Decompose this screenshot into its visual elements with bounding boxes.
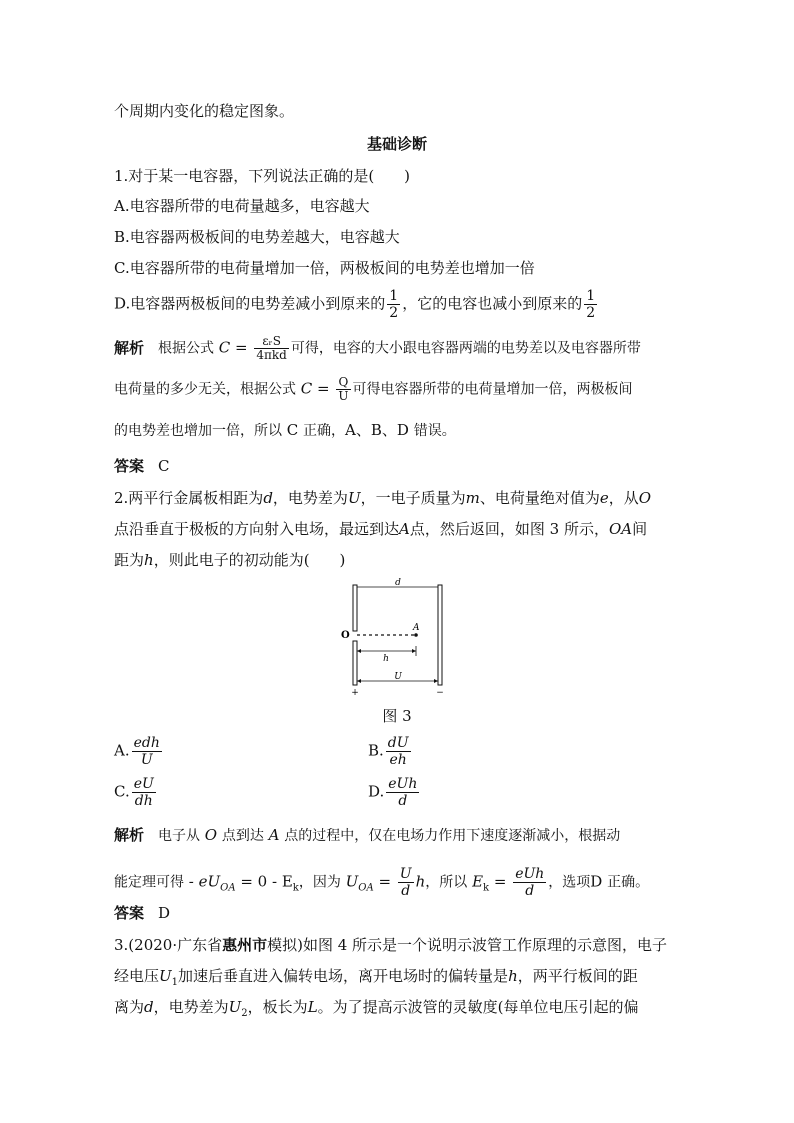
var-d: d [144, 998, 154, 1016]
u-arrow-right [434, 679, 438, 683]
q2-answer-value: D [158, 904, 171, 922]
u-arrow-left [357, 679, 361, 683]
subscript: OA [220, 882, 236, 894]
var-C: C [218, 338, 231, 357]
work-energy-rhs: = 0 - E [235, 872, 293, 891]
q1-stem: 1.对于某一电容器，下列说法正确的是( ) [114, 167, 411, 185]
analysis-text: 错误。 [413, 423, 456, 439]
figure-3-parallel-plates [338, 575, 456, 697]
fraction-numerator: eU [133, 776, 154, 792]
fraction-denominator: eh [389, 752, 407, 768]
analysis-text: ，所以 [425, 874, 468, 891]
fraction-denominator: U [338, 389, 349, 403]
var-h: h [415, 872, 426, 891]
fraction-denominator: d [401, 883, 411, 899]
fraction-denominator: 4πkd [256, 348, 287, 362]
q2-option-c [114, 776, 158, 809]
q2-analysis-line-2 [114, 866, 649, 899]
stem-text: 距为 [114, 551, 145, 569]
point-a-marker [414, 633, 418, 637]
analysis-text: 电子从 [158, 828, 201, 844]
option-d-ref: D [590, 872, 603, 891]
var-U2: U [228, 998, 242, 1016]
q1-option-d-text-2: ，它的电容也减小到原来的 [402, 294, 583, 313]
stem-text: 2.两平行金属板相距为 [114, 489, 264, 507]
left-plate-lower [353, 641, 357, 685]
fraction-denominator: d [525, 883, 535, 899]
var-A: A [399, 520, 410, 538]
q3-stem-line-3 [114, 997, 639, 1024]
stem-text: ，从 [608, 489, 639, 507]
subscript: 2 [241, 1008, 248, 1019]
analysis-text: 可得电容器所带的电荷量增加一倍，两极板间 [352, 381, 633, 398]
analysis-text: 正确， [303, 423, 346, 439]
fraction-denominator: d [398, 793, 408, 809]
q1-analysis-line-1 [114, 335, 641, 362]
stem-text: 间 [632, 520, 648, 538]
equals-sign: = [230, 338, 253, 357]
q2-option-a [114, 735, 164, 768]
option-prefix: D. [368, 782, 385, 801]
var-L: L [307, 998, 318, 1016]
subscript: OA [358, 882, 374, 894]
var-d: d [263, 489, 273, 507]
label-A: A [413, 623, 420, 633]
q2-answer-label: 答案 [114, 904, 145, 922]
intro-text: 个周期内变化的稳定图象。 [114, 102, 295, 120]
q1-answer [114, 456, 170, 476]
var-U: U [345, 872, 359, 891]
q1-half-fraction-1 [387, 288, 400, 321]
subscript: k [483, 882, 490, 894]
stem-text: ，电势差为 [272, 489, 348, 507]
capacitance-formula-fraction [254, 335, 288, 362]
q1-option-a: A.电容器所带的电荷量越多，电容越大 [114, 197, 370, 215]
label-h: h [383, 654, 389, 664]
fraction-denominator: dh [134, 793, 153, 809]
q2-option-b [368, 735, 413, 768]
right-plate [438, 585, 442, 685]
fraction-numerator: edh [133, 735, 160, 751]
label-minus: − [436, 688, 444, 697]
section-title: 基础诊断 [366, 135, 427, 153]
fraction-denominator: 2 [586, 305, 596, 321]
option-prefix: C. [114, 782, 130, 801]
var-E: E [472, 872, 484, 891]
stem-text: 模拟)如图 4 所示是一个说明示波管工作原理的示意图，电子 [267, 936, 668, 954]
label-O: O [341, 630, 350, 641]
q2-stem-line-2 [114, 519, 647, 539]
var-m: m [465, 489, 480, 507]
var-U: U [347, 489, 361, 507]
var-U1: U [159, 967, 172, 985]
analysis-text: ，选项 [548, 874, 591, 891]
stem-text: 离为 [114, 998, 145, 1016]
q1-answer-value: C [158, 457, 170, 475]
analysis-text: 点到达 [221, 828, 264, 844]
fraction-denominator: 2 [389, 305, 399, 321]
q-over-u-fraction [336, 376, 350, 403]
stem-text: 点，然后返回，如图 3 所示， [409, 520, 609, 538]
figure-3-caption: 图 3 [382, 707, 412, 725]
equals-sign: = [373, 872, 396, 891]
option-c-ref: C [286, 421, 299, 439]
analysis-text: 正确。 [607, 874, 650, 891]
q1-analysis-line-3 [114, 420, 456, 441]
fraction-numerator: eUh [515, 866, 545, 882]
var-e: e [599, 489, 609, 507]
analysis-text: 能定理可得 [114, 874, 184, 891]
var-O: O [638, 489, 652, 507]
stem-text: 经电压 [114, 967, 160, 985]
subscript: k [292, 882, 299, 894]
option-b-fraction [386, 735, 411, 768]
fraction-numerator: εᵣS [254, 335, 288, 349]
var-C: C [300, 379, 313, 398]
fraction-numerator: eUh [388, 776, 418, 792]
analysis-text: 电荷量的多少无关，根据公式 [114, 381, 296, 398]
h-arrow-right [412, 649, 416, 653]
var-O: O [204, 826, 218, 844]
var-h: h [508, 967, 518, 985]
h-arrow-left [357, 649, 361, 653]
u-over-d-fraction [398, 866, 414, 899]
q1-analysis-label: 解析 [114, 338, 145, 357]
option-d-fraction [386, 776, 419, 809]
q1-option-b: B.电容器两极板间的电势差越大，电容越大 [114, 228, 400, 246]
stem-text: ，电势差为 [153, 998, 229, 1016]
result-fraction [513, 866, 546, 899]
q2-stem-line-1 [114, 488, 651, 508]
stem-text: 。为了提高示波管的灵敏度(每单位电压引起的偏 [317, 998, 639, 1016]
option-a-fraction [132, 735, 162, 768]
q1-analysis-line-2 [114, 376, 633, 403]
option-prefix: A. [114, 741, 130, 760]
stem-text: ，一电子质量为 [360, 489, 466, 507]
work-energy-lhs: - eU [188, 872, 221, 891]
label-d: d [395, 578, 401, 588]
equals-sign: = [312, 379, 335, 398]
q1-half-fraction-2 [584, 288, 597, 321]
label-plus: + [351, 688, 359, 697]
analysis-text: 可得，电容的大小跟电容器两端的电势差以及电容器所带 [290, 340, 641, 357]
subscript: 1 [171, 977, 179, 988]
fraction-numerator: dU [387, 735, 409, 751]
equals-sign: = [489, 872, 512, 891]
stem-text: ，则此电子的初动能为( ) [153, 551, 346, 569]
stem-text: 加速后垂直进入偏转电场，离开电场时的偏转量是 [178, 967, 509, 985]
fraction-denominator: U [140, 752, 153, 768]
q2-answer [114, 903, 170, 923]
q3-stem-line-1 [114, 935, 667, 955]
option-c-fraction [132, 776, 156, 809]
q1-option-c: C.电容器所带的电荷量增加一倍，两极板间的电势差也增加一倍 [114, 259, 535, 277]
q2-analysis-line-1 [114, 825, 620, 846]
q3-stem-line-2 [114, 966, 638, 993]
stem-text: 点沿垂直于极板的方向射入电场，最远到达 [114, 520, 400, 538]
var-OA: OA [608, 520, 633, 538]
q1-option-d [114, 288, 599, 321]
var-A: A [268, 826, 280, 844]
analysis-text: ，因为 [298, 874, 341, 891]
fraction-numerator: 1 [389, 288, 399, 304]
q2-stem-line-3 [114, 550, 345, 570]
fraction-numerator: 1 [586, 288, 596, 304]
left-plate-upper [353, 585, 357, 631]
option-prefix: B. [368, 741, 384, 760]
wrong-options-ref: A、B、D [345, 421, 409, 439]
analysis-text: 的电势差也增加一倍，所以 [114, 423, 282, 439]
stem-text: ，两平行板间的距 [517, 967, 638, 985]
label-U: U [394, 672, 402, 682]
fraction-numerator: U [399, 866, 412, 882]
stem-bold-city: 惠州市 [222, 936, 268, 954]
var-h: h [144, 551, 154, 569]
analysis-text: 根据公式 [158, 340, 215, 357]
q1-answer-label: 答案 [114, 457, 145, 475]
stem-text: 、电荷量绝对值为 [479, 489, 600, 507]
q2-analysis-label: 解析 [114, 826, 145, 844]
stem-text: ，板长为 [247, 998, 308, 1016]
stem-text: 3.(2020·广东省 [114, 936, 223, 954]
q2-option-d [368, 776, 421, 809]
fraction-numerator: Q [336, 376, 350, 390]
q1-option-d-text-1: D.电容器两极板间的电势差减小到原来的 [114, 294, 386, 313]
analysis-text: 点的过程中，仅在电场力作用下速度逐渐减小，根据动 [284, 828, 621, 844]
